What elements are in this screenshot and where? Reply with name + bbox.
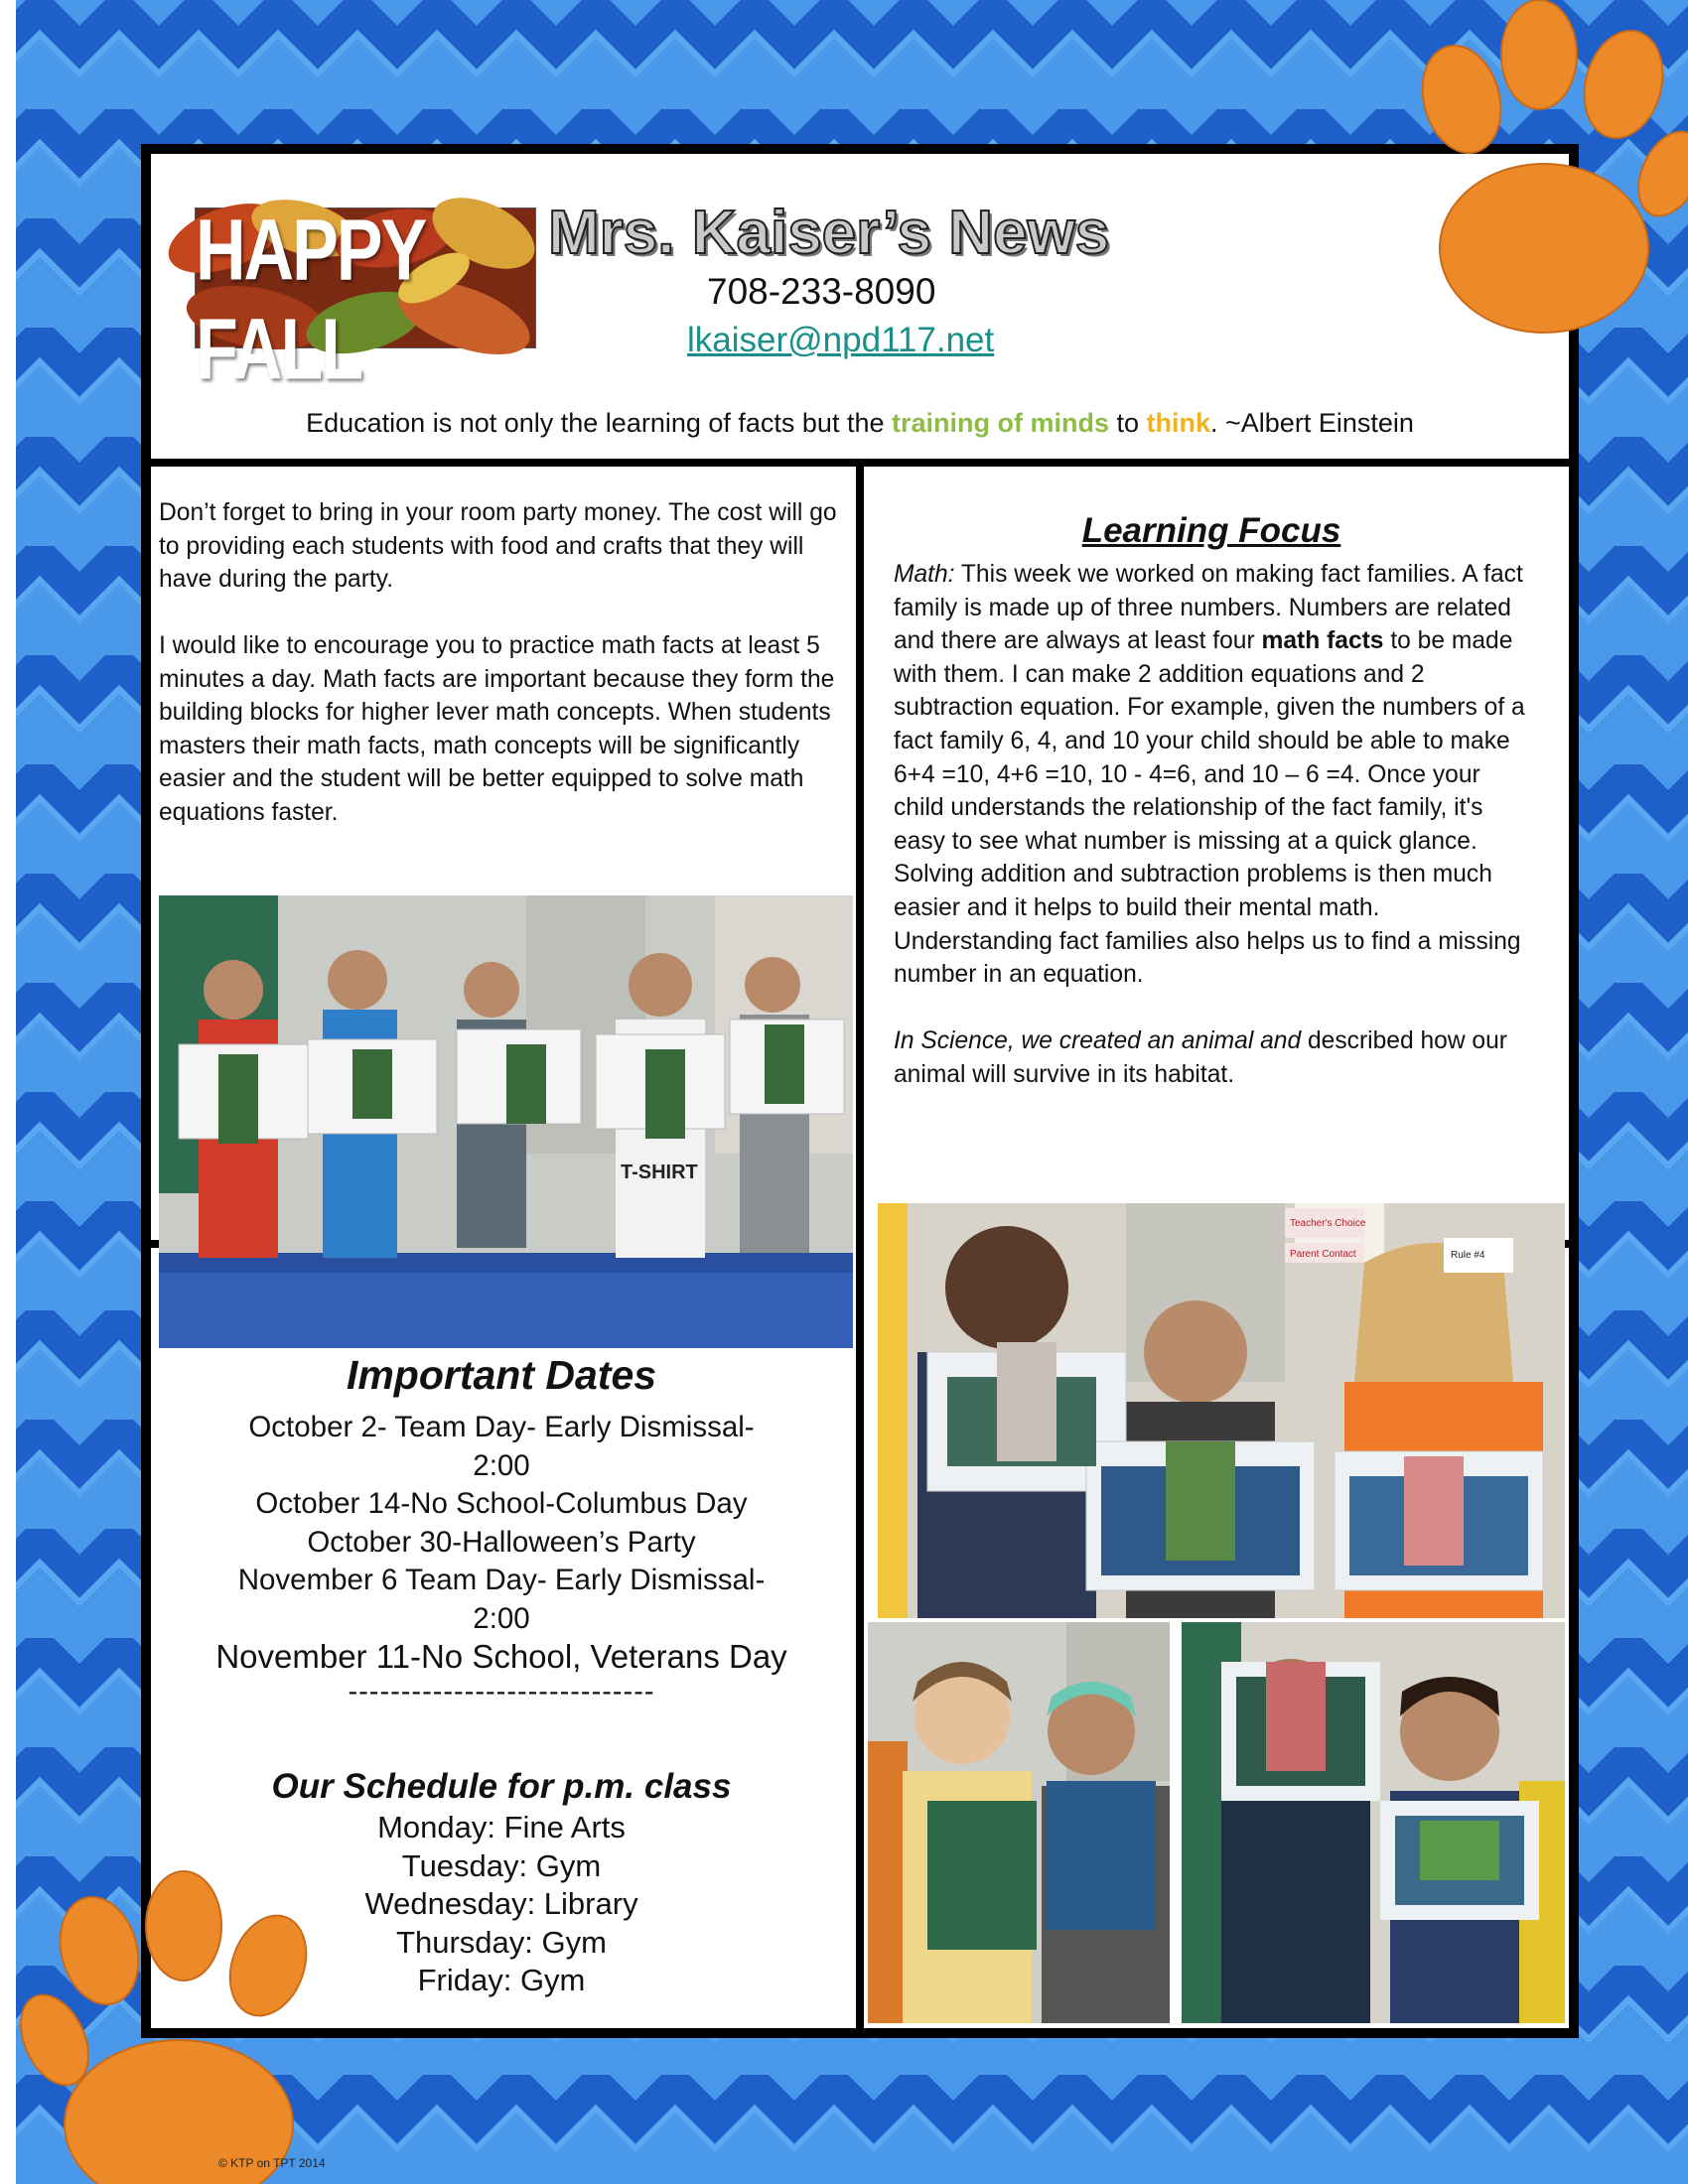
happy-fall-text: HAPPY FALL — [196, 201, 424, 397]
happy-fall-badge — [195, 201, 536, 397]
photo-three-students — [878, 1203, 1565, 1618]
teachers-choice-sign: Teacher's Choice — [1290, 1218, 1366, 1229]
date-line: November 11-No School, Veterans Day — [215, 1638, 787, 1675]
photo-two-students-right — [1182, 1622, 1565, 2023]
class-photo-two-students-right — [1182, 1622, 1565, 2023]
quote-highlight-think: think — [1146, 408, 1211, 438]
date-line: October 2- Team Day- Early Dismissal- — [248, 1411, 755, 1443]
photo-two-students-left — [868, 1622, 1170, 2023]
important-dates — [159, 1352, 844, 1706]
schedule-day: Wednesday: Library — [364, 1886, 638, 1921]
science-text: described how our animal will survive in its habitat. — [894, 1027, 1507, 1088]
left-intro-text — [159, 496, 844, 863]
class-photo-two-students-left — [868, 1622, 1170, 2023]
t-shirt-label: T-SHIRT — [621, 1161, 698, 1183]
header — [151, 154, 1569, 462]
learning-focus-title: Learning Focus — [1081, 511, 1341, 550]
dates-divider: ----------------------------- — [348, 1675, 655, 1707]
schedule-day: Tuesday: Gym — [401, 1847, 602, 1883]
schedule-day: Thursday: Gym — [396, 1924, 607, 1960]
important-dates-title: Important Dates — [346, 1352, 657, 1398]
photo-five-students — [159, 895, 853, 1348]
divider-tick-left — [151, 1240, 159, 1248]
column-divider — [856, 467, 864, 2028]
copyright-text: © KTP on TPT 2014 — [218, 2156, 326, 2170]
paw-print-icon — [1400, 0, 1688, 347]
math-label: Math: — [894, 561, 955, 588]
math-facts-bold: math facts — [1261, 627, 1384, 655]
newsletter-title: Mrs. Kaiser’s News — [548, 199, 1110, 267]
header-divider — [151, 459, 1569, 467]
party-money-paragraph: Don’t forget to bring in your room party money. The cost will go to providing each students with food and crafts that they will have during the party. — [159, 499, 837, 593]
math-text-a: This week we worked on making fact families. A fact family is made up of three numbers. Numbers are related and there are always at least four — [894, 561, 1523, 655]
phone-number: 708-233-8090 — [707, 271, 936, 312]
email-link[interactable]: lkaiser@npd117.net — [687, 321, 995, 359]
class-photo-five-students — [159, 895, 853, 1348]
quote-part2: to — [1108, 408, 1147, 438]
math-text-b: to be made with them. I can make 2 addition equations and 2 subtraction equation. For example, given the numbers of a fact family 6, 4, and 10 your child should be able to make 6+4 =10, 4+6 =10, 10 - 4=6, and 10 – 6 =4. Once your child understands the relationship of the fact family, it's easy to see what number is missing at a quick glance. Solving addition and subtraction problems is then much easier and it helps to build their mental math. Understanding fact families also helps us to find a missing number in an equation. — [894, 627, 1525, 989]
rule-4-sign: Rule #4 — [1451, 1250, 1485, 1261]
parent-contact-sign: Parent Contact — [1290, 1249, 1356, 1260]
date-line: 2:00 — [473, 1448, 530, 1482]
quote-part1: Education is not only the learning of facts but the — [306, 408, 892, 438]
schedule-title: Our Schedule for p.m. class — [271, 1767, 732, 1806]
quote-part3: . ~Albert Einstein — [1210, 408, 1414, 438]
einstein-quote — [151, 408, 1569, 439]
math-paragraph — [894, 558, 1529, 992]
schedule-day: Monday: Fine Arts — [377, 1810, 626, 1844]
paw-print-icon — [30, 1871, 308, 2184]
class-photo-three-students — [878, 1203, 1565, 1618]
quote-highlight-training: training of minds — [891, 408, 1109, 438]
science-italic: In Science, we created an animal and — [894, 1027, 1302, 1055]
date-line: November 6 Team Day- Early Dismissal- — [237, 1564, 766, 1596]
date-line: October 30-Halloween’s Party — [307, 1525, 696, 1559]
math-facts-paragraph: I would like to encourage you to practice math facts at least 5 minutes a day. Math facts are important because they form the building blocks for higher lever math concepts. When students masters their math facts, math concepts will be significantly easier and the student will be better equipped to solve math equations faster. — [159, 632, 835, 826]
schedule-day: Friday: Gym — [417, 1963, 586, 1997]
learning-focus-body — [894, 558, 1529, 1125]
date-line: October 14-No School-Columbus Day — [255, 1487, 748, 1520]
date-line: 2:00 — [473, 1601, 530, 1635]
science-paragraph — [894, 1024, 1529, 1091]
